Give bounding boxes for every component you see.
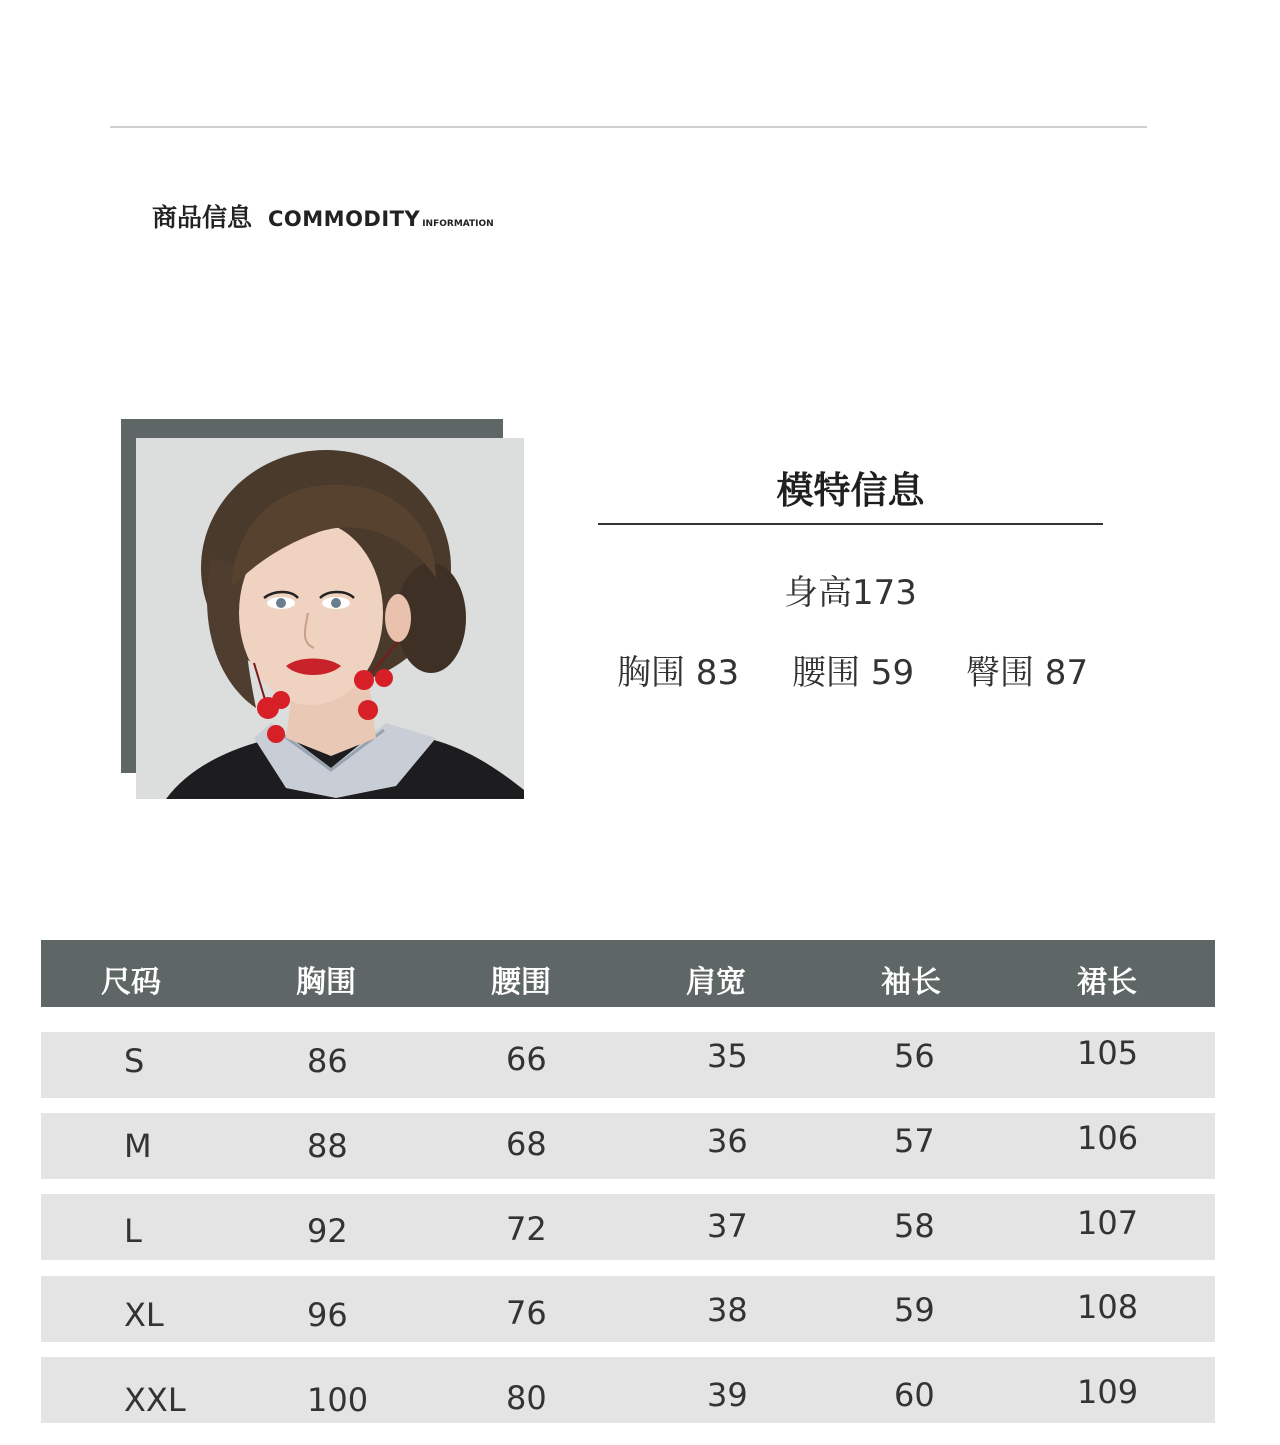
cell-waist: 80 [506,1379,547,1417]
cell-size: M [124,1127,152,1165]
header-waist: 腰围 [491,965,551,1000]
cell-bust: 86 [307,1042,348,1080]
model-portrait-illustration [136,438,524,799]
cell-sleeve: 56 [894,1037,935,1075]
cell-shoulder: 38 [707,1291,748,1329]
cell-size: XL [124,1296,164,1334]
cell-size: S [124,1042,145,1080]
model-info-title: 模特信息 [776,469,925,512]
cell-shoulder: 39 [707,1376,748,1414]
cell-skirt-length: 109 [1077,1373,1139,1411]
cell-waist: 68 [506,1125,547,1163]
table-row [41,1194,1215,1260]
cell-bust: 88 [307,1127,348,1165]
model-hip: 臀围 87 [966,653,1089,693]
cell-bust: 100 [307,1381,369,1419]
section-title-en: COMMODITY [268,207,421,231]
model-waist: 腰围 59 [792,653,915,693]
size-table-header [41,940,1215,1007]
table-row [41,1357,1215,1423]
cell-size: XXL [124,1381,186,1419]
model-bust: 胸围 83 [617,653,740,693]
table-row [41,1032,1215,1098]
cell-skirt-length: 107 [1077,1204,1139,1242]
model-height: 身高173 [784,573,917,613]
cell-shoulder: 36 [707,1122,748,1160]
header-size: 尺码 [101,965,161,1000]
model-photo [136,438,524,799]
table-row [41,1113,1215,1179]
cell-sleeve: 59 [894,1291,935,1329]
section-heading [152,198,494,238]
cell-skirt-length: 106 [1077,1119,1139,1157]
cell-sleeve: 60 [894,1376,935,1414]
top-divider [110,126,1147,128]
cell-sleeve: 57 [894,1122,935,1160]
cell-size: L [124,1212,142,1250]
header-skirt-length: 裙长 [1077,965,1137,1000]
cell-waist: 66 [506,1040,547,1078]
cell-bust: 92 [307,1212,348,1250]
cell-waist: 76 [506,1294,547,1332]
header-sleeve: 袖长 [881,965,941,1000]
cell-sleeve: 58 [894,1207,935,1245]
cell-shoulder: 37 [707,1207,748,1245]
table-row [41,1276,1215,1342]
cell-skirt-length: 108 [1077,1288,1139,1326]
section-title-en-small: INFORMATION [422,219,494,229]
cell-shoulder: 35 [707,1037,748,1075]
header-bust: 胸围 [296,965,356,1000]
header-shoulder: 肩宽 [686,965,746,1000]
model-info-divider [598,523,1103,525]
section-title-cn: 商品信息 [152,203,253,232]
cell-waist: 72 [506,1210,547,1248]
cell-bust: 96 [307,1296,348,1334]
cell-skirt-length: 105 [1077,1034,1139,1072]
